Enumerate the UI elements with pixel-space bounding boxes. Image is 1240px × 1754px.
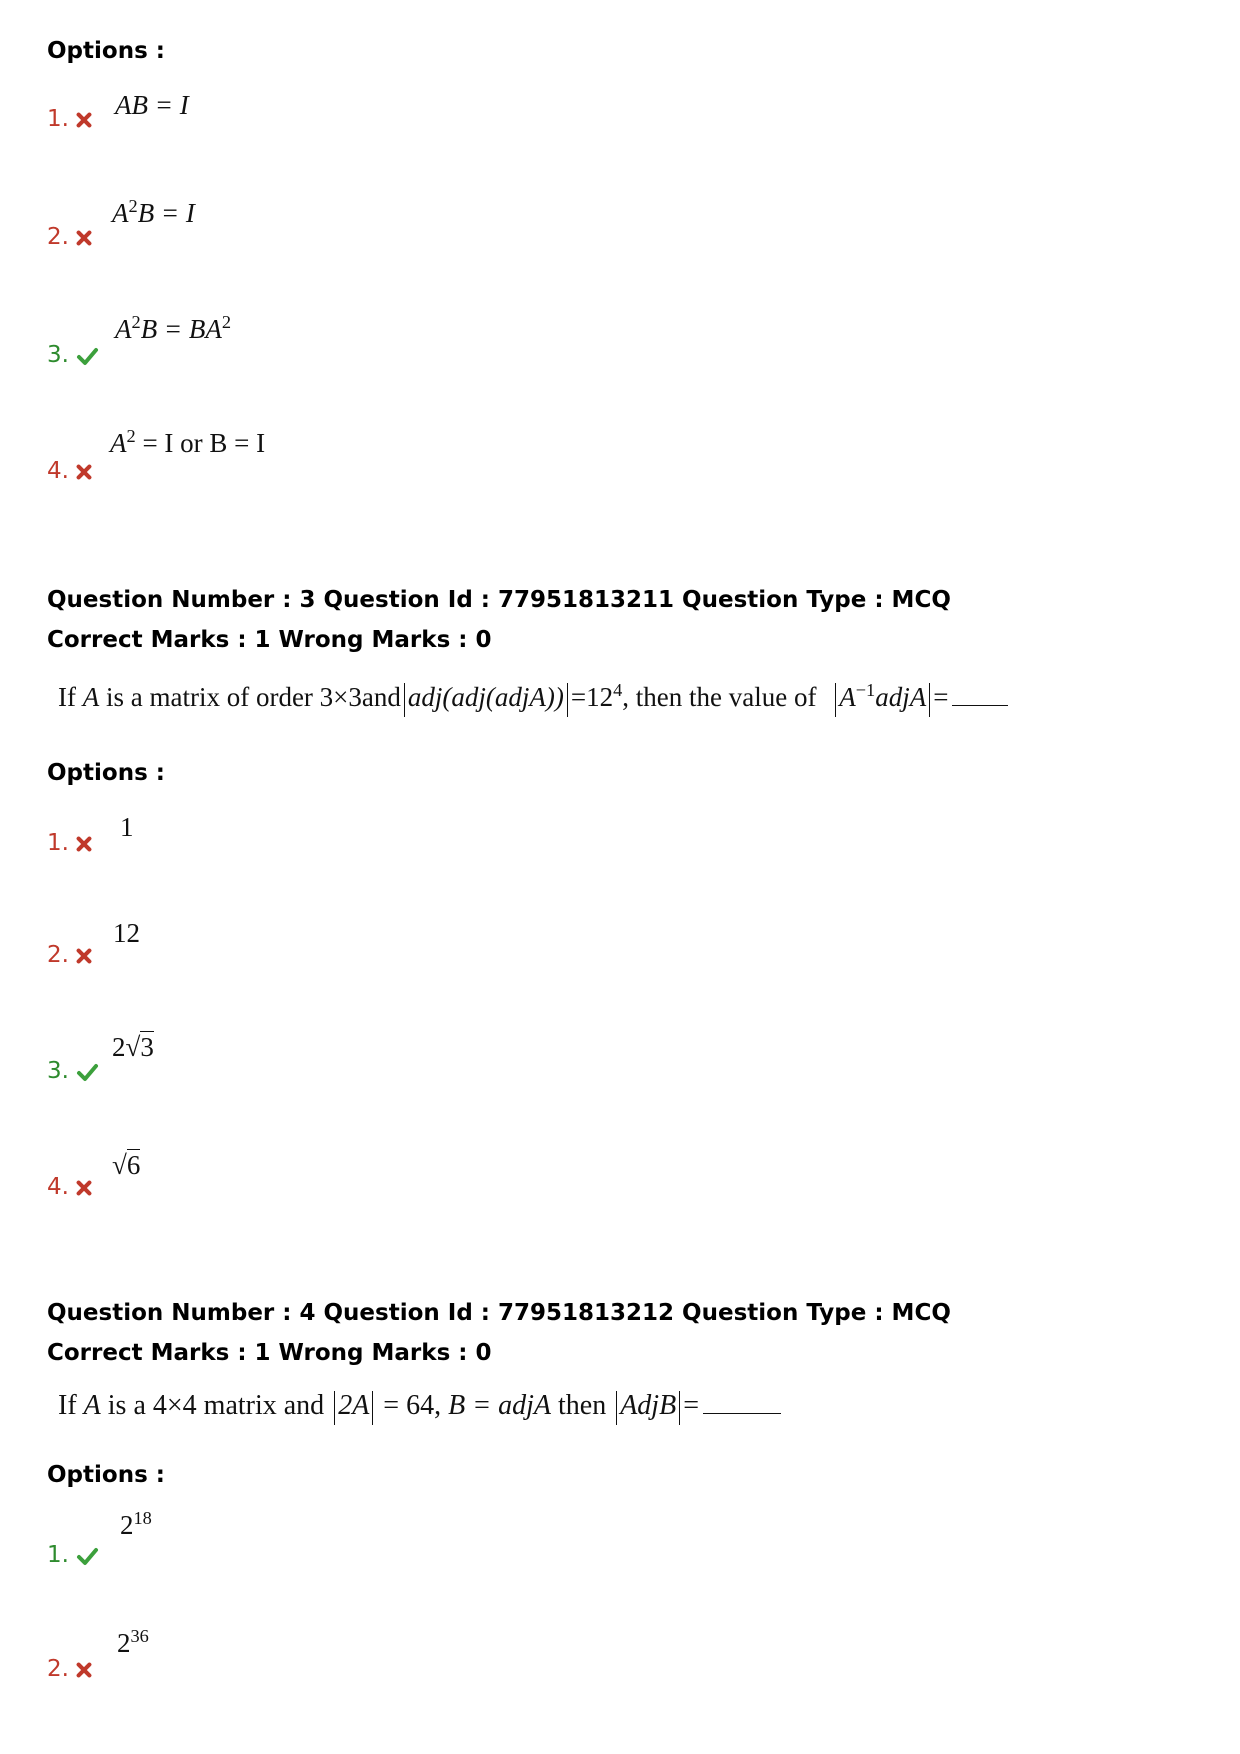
option-number: 1.	[47, 830, 69, 856]
option-4-math	[110, 426, 265, 459]
q-text: If	[58, 1390, 84, 1421]
q3-option-1-math: 1	[120, 812, 134, 842]
q3-option-2-math: 12	[113, 918, 140, 948]
math-exp: 36	[130, 1626, 149, 1646]
answer-blank	[703, 1412, 781, 1414]
cross-icon	[75, 463, 93, 481]
q-exp: 4	[613, 680, 623, 700]
q-text: then	[557, 1390, 607, 1421]
math-rest: B = I	[137, 198, 195, 228]
q-text: =12	[570, 682, 614, 712]
math-exp: 18	[133, 1508, 152, 1528]
math-exp: 2	[126, 426, 136, 446]
q3-option-3-math	[112, 1032, 154, 1063]
q-expr: AdjB	[620, 1390, 677, 1421]
option-number: 3.	[47, 1058, 69, 1084]
q-expr: adjA	[875, 682, 927, 712]
math-exp: 2	[128, 196, 138, 216]
cross-icon	[75, 229, 93, 247]
answer-blank	[952, 704, 1008, 706]
q3-option-4	[47, 1174, 93, 1200]
q-text: = 64,	[383, 1390, 442, 1421]
math-exp: 2	[131, 312, 141, 332]
question-3-marks: Correct Marks : 1 Wrong Marks : 0	[47, 627, 492, 653]
options-label: Options :	[47, 38, 165, 64]
q-var: A	[839, 682, 856, 712]
cross-icon	[75, 111, 93, 129]
math-base: A	[115, 314, 132, 344]
options-label: Options :	[47, 760, 165, 786]
math-mid: B = BA	[140, 314, 222, 344]
sqrt-sign: √	[112, 1150, 127, 1180]
option-4	[47, 458, 93, 484]
option-2-math	[112, 196, 195, 229]
option-number: 1.	[47, 106, 69, 132]
q3-option-4-math	[112, 1150, 140, 1181]
math-coef: 2	[112, 1032, 126, 1062]
q-var: A	[82, 682, 100, 712]
math-radicand: 3	[140, 1032, 154, 1062]
cross-icon	[75, 1179, 93, 1197]
options-label: Options :	[47, 1462, 165, 1488]
check-icon	[75, 1062, 99, 1082]
option-number: 1.	[47, 1542, 69, 1568]
option-number: 3.	[47, 342, 69, 368]
check-icon	[75, 1546, 99, 1566]
q4-option-2-math	[117, 1626, 149, 1659]
q4-option-1-math	[120, 1508, 152, 1541]
math-exp: 2	[221, 312, 232, 332]
option-3	[47, 342, 99, 368]
q-text: is a matrix of order 3×3and	[105, 682, 401, 712]
q4-option-1	[47, 1542, 99, 1568]
question-4-text	[58, 1390, 781, 1425]
q-text: is a 4×4 matrix and	[107, 1390, 325, 1421]
option-3-math	[115, 312, 231, 345]
q-expr: B = adjA	[448, 1390, 551, 1421]
cross-icon	[75, 1661, 93, 1679]
q-exp: −1	[855, 680, 876, 700]
cross-icon	[75, 947, 93, 965]
q-text: =	[933, 682, 949, 712]
q-text: If	[58, 682, 83, 712]
math-base: A	[110, 428, 127, 458]
math-radicand: 6	[126, 1150, 141, 1180]
option-text: AB = I	[115, 90, 189, 120]
q3-option-3	[47, 1058, 99, 1084]
cross-icon	[75, 835, 93, 853]
option-number: 2.	[47, 1656, 69, 1682]
option-number: 2.	[47, 942, 69, 968]
q-expr: 2A	[338, 1390, 370, 1421]
option-number: 2.	[47, 224, 69, 250]
q-var: A	[83, 1390, 101, 1421]
option-1-math	[115, 90, 189, 121]
q3-option-1	[47, 830, 93, 856]
check-icon	[75, 346, 99, 366]
option-number: 4.	[47, 1174, 69, 1200]
option-number: 4.	[47, 458, 69, 484]
q3-option-2	[47, 942, 93, 968]
question-3-text	[58, 680, 1008, 717]
math-base: 2	[120, 1510, 134, 1540]
math-base: 2	[117, 1628, 131, 1658]
sqrt-sign: √	[125, 1032, 141, 1062]
q-text: =	[683, 1390, 699, 1421]
math-base: A	[112, 198, 129, 228]
question-3-header: Question Number : 3 Question Id : 77951813211 Question Type : MCQ	[47, 587, 951, 613]
option-1	[47, 106, 93, 132]
question-4-marks: Correct Marks : 1 Wrong Marks : 0	[47, 1340, 492, 1366]
option-2	[47, 224, 93, 250]
question-4-header: Question Number : 4 Question Id : 77951813212 Question Type : MCQ	[47, 1300, 951, 1326]
q-text: , then the value of	[622, 682, 817, 712]
q4-option-2	[47, 1656, 93, 1682]
math-rest: = I or B = I	[142, 428, 266, 458]
q-expr: adj(adj(adjA))	[407, 682, 564, 712]
